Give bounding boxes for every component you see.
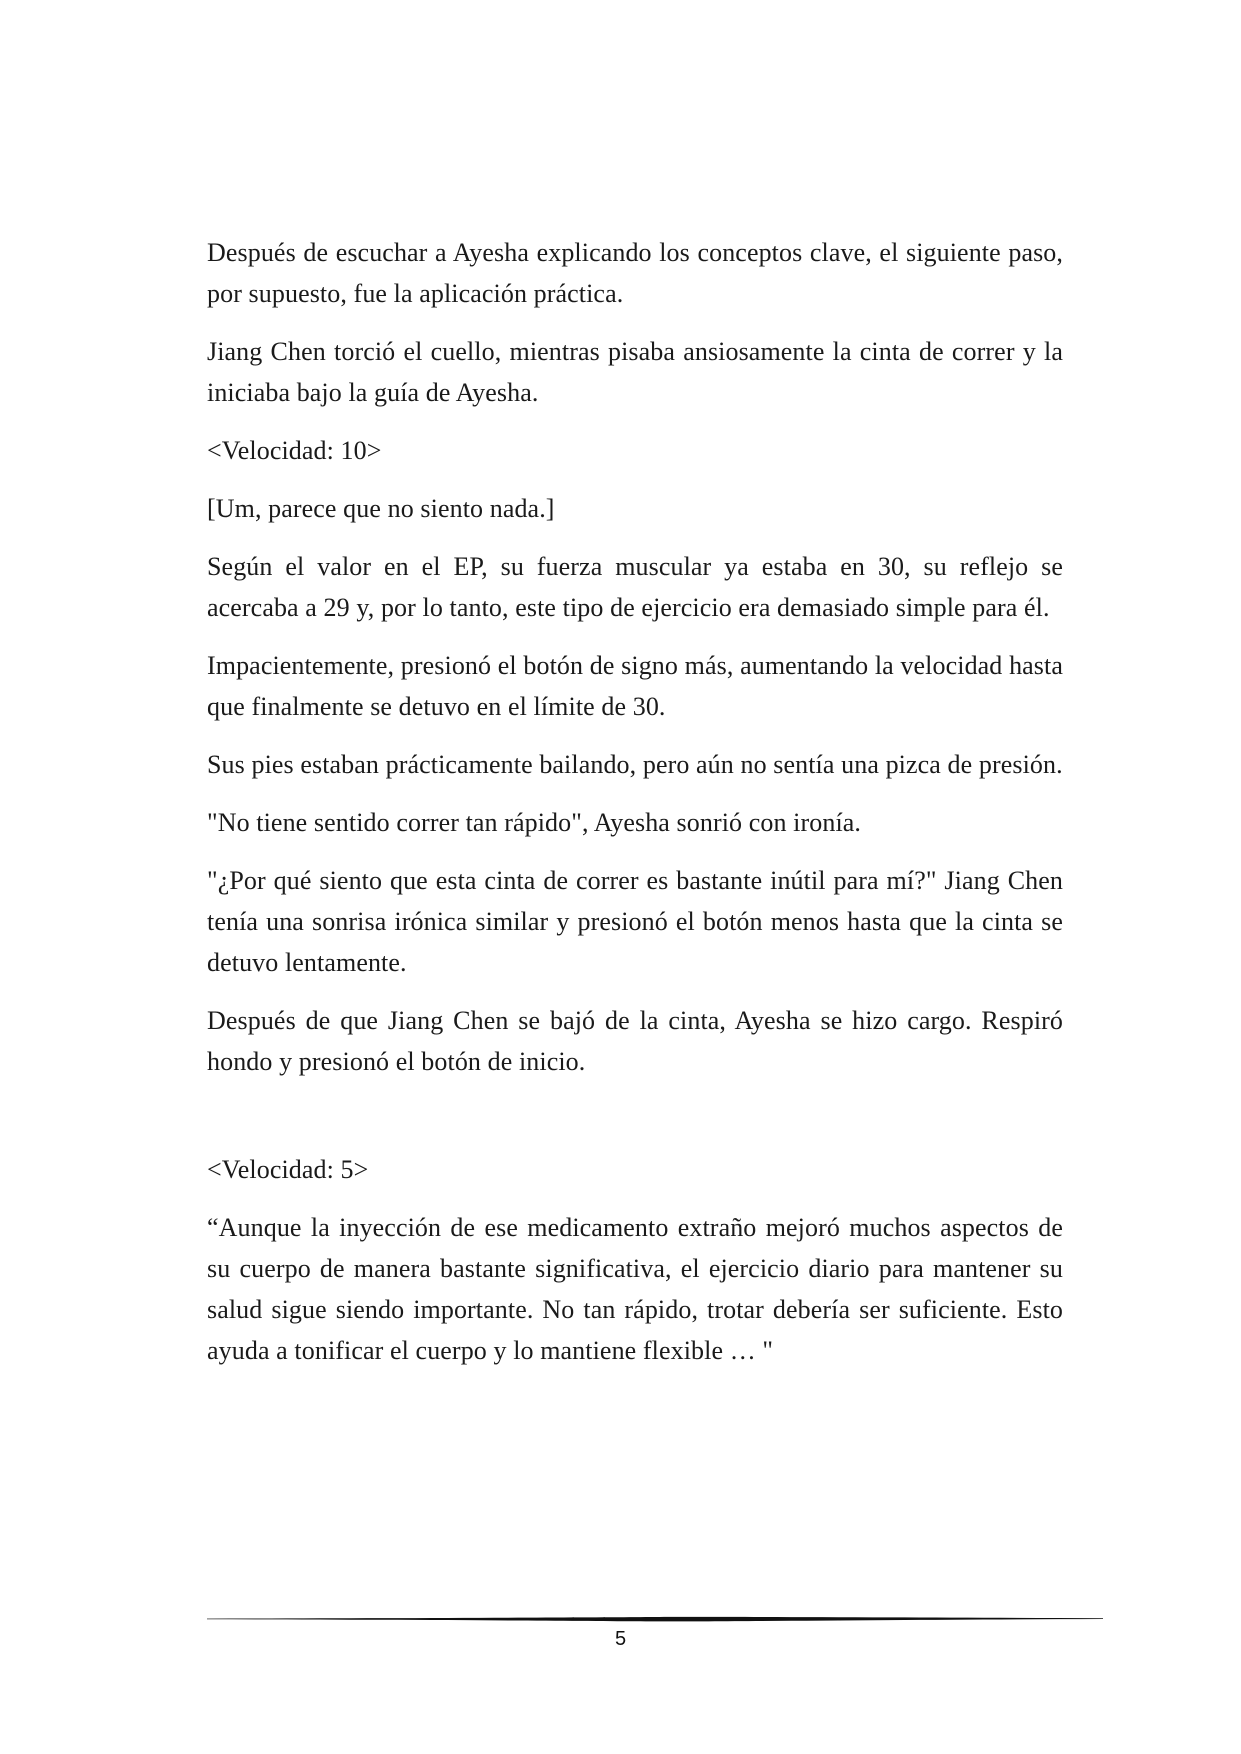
page-number: 5	[614, 1628, 627, 1650]
paragraph: Después de que Jiang Chen se bajó de la cinta, Ayesha se hizo cargo. Respiró hondo y presionó el botón de inicio.	[207, 1006, 1063, 1076]
speed-readout-line: <Velocidad: 10>	[207, 436, 382, 465]
paragraph: Según el valor en el EP, su fuerza muscular ya estaba en 30, su reflejo se acercaba a 29 y, por lo tanto, este tipo de ejercicio era demasiado simple para él.	[207, 552, 1063, 622]
thought-line: [Um, parece que no siento nada.]	[207, 494, 555, 523]
paragraph: Impacientemente, presionó el botón de signo más, aumentando la velocidad hasta que finalmente se detuvo en el límite de 30.	[207, 651, 1063, 721]
dialogue-paragraph: “Aunque la inyección de ese medicamento extraño mejoró muchos aspectos de su cuerpo de manera bastante significativa, el ejercicio diario para mantener su salud sigue siendo importante. No tan rápido, trotar debería ser suficiente. Esto ayuda a tonificar el cuerpo y lo mantiene flexible … "	[207, 1213, 1063, 1365]
paragraph: Jiang Chen torció el cuello, mientras pisaba ansiosamente la cinta de correr y la iniciaba bajo la guía de Ayesha.	[207, 337, 1063, 407]
paragraph: Después de escuchar a Ayesha explicando los conceptos clave, el siguiente paso, por supuesto, fue la aplicación práctica.	[207, 238, 1063, 308]
paragraph: Sus pies estaban prácticamente bailando, pero aún no sentía una pizca de presión.	[207, 750, 1063, 779]
page-body	[207, 232, 1063, 1388]
footer-rule	[207, 1614, 1103, 1624]
speed-readout-line: <Velocidad: 5>	[207, 1155, 369, 1184]
section-gap	[207, 1099, 1063, 1149]
dialogue-paragraph: "¿Por qué siento que esta cinta de correr es bastante inútil para mí?" Jiang Chen tenía una sonrisa irónica similar y presionó el botón menos hasta que la cinta se detuvo lentamente.	[207, 866, 1063, 977]
dialogue-paragraph: "No tiene sentido correr tan rápido", Ayesha sonrió con ironía.	[207, 808, 862, 837]
